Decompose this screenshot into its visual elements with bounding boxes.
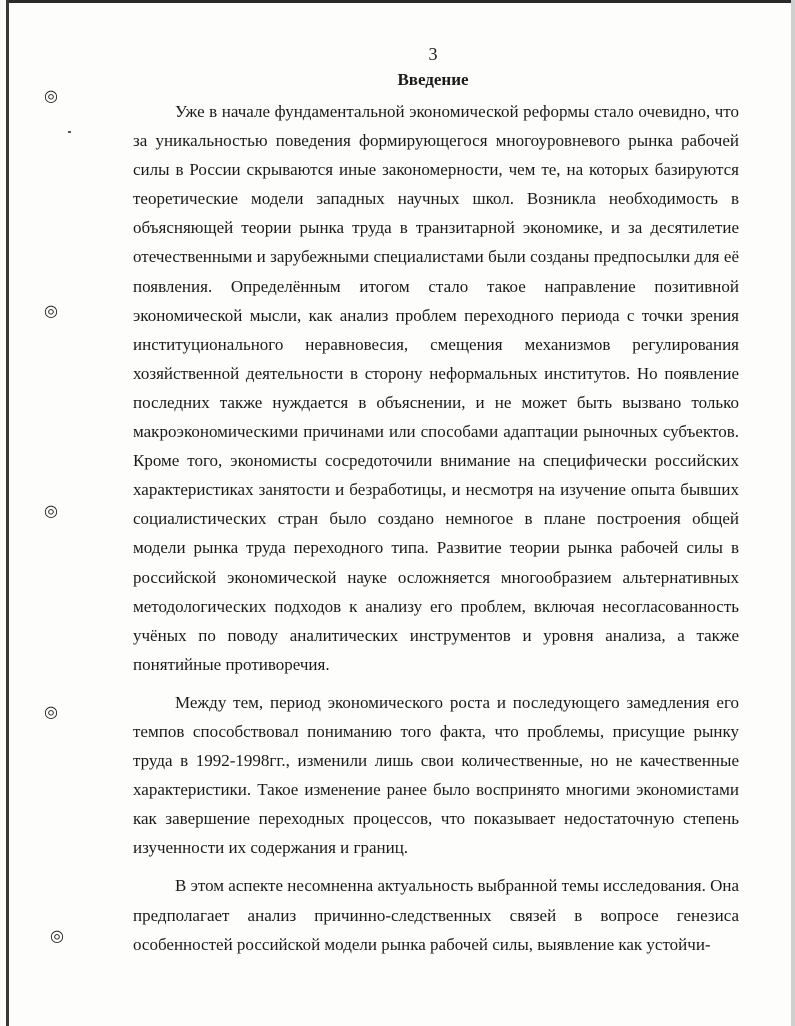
section-heading: Введение: [397, 70, 469, 89]
body-text: [133, 97, 739, 959]
scan-edge-right: [791, 0, 795, 1026]
punch-hole-icon: ◎: [50, 928, 64, 945]
paragraph: В этом аспекте несомненна актуальность выбранной темы исследования. Она предполагает анализ причинно-следственных связей в вопросе генезиса особенностей российской модели рынка рабочей силы, выявление как устойчи-: [133, 876, 739, 954]
scan-edge-left: [6, 0, 9, 1026]
punch-hole-icon: ◎: [44, 303, 58, 320]
scan-speck: [68, 131, 71, 133]
page-number: 3: [428, 44, 438, 64]
paragraph: Между тем, период экономического роста и последующего замедления его темпов способствовал пониманию того факта, что проблемы, присущие рынку труда в 1992-1998гг., изменили лишь свои количественные, но не качественные характеристики. Такое изменение ранее было воспринято многими экономистами как завершение переходных процессов, что показывает недостаточную степень изученности их содержания и границ.: [133, 692, 739, 858]
paragraph: Уже в начале фундаментальной экономической реформы стало очевидно, что за уникальностью поведения формирующегося многоуровневого рынка рабочей силы в России скрываются иные закономерности, чем те, на которых базируются теоретические модели западных научных школ. Возникла необходимость в объясняющей теории рынка труда в транзитарной экономике, и за десятилетие отечественными и зарубежными специалистами были созданы предпосылки для её появления. Определённым итогом стало такое направление позитивной экономической мысли, как анализ проблем переходного периода с точки зрения институционального неравновесия, смещения механизмов регулирования хозяйственной деятельности в сторону неформальных институтов. Но появление последних также нуждается в объяснении, и не может быть вызвано только макроэкономическими причинами или способами адаптации рыночных субъектов. Кроме того, экономисты сосредоточили внимание на специфически российских характеристиках занятости и безработицы, и несмотря на изучение опыта бывших социалистических стран было создано немногое в плане построения общей модели рынка труда переходного типа. Развитие теории рынка рабочей силы в российской экономической науке осложняется многообразием альтернативных методологических подходов к анализу его проблем, включая несогласованность учёных по поводу аналитических инструментов и уровня анализа, а также понятийные противоречия.: [133, 102, 739, 674]
scan-edge-top: [8, 0, 795, 3]
punch-hole-icon: ◎: [44, 704, 58, 721]
punch-hole-icon: ◎: [44, 503, 58, 520]
punch-hole-icon: ◎: [44, 88, 58, 105]
